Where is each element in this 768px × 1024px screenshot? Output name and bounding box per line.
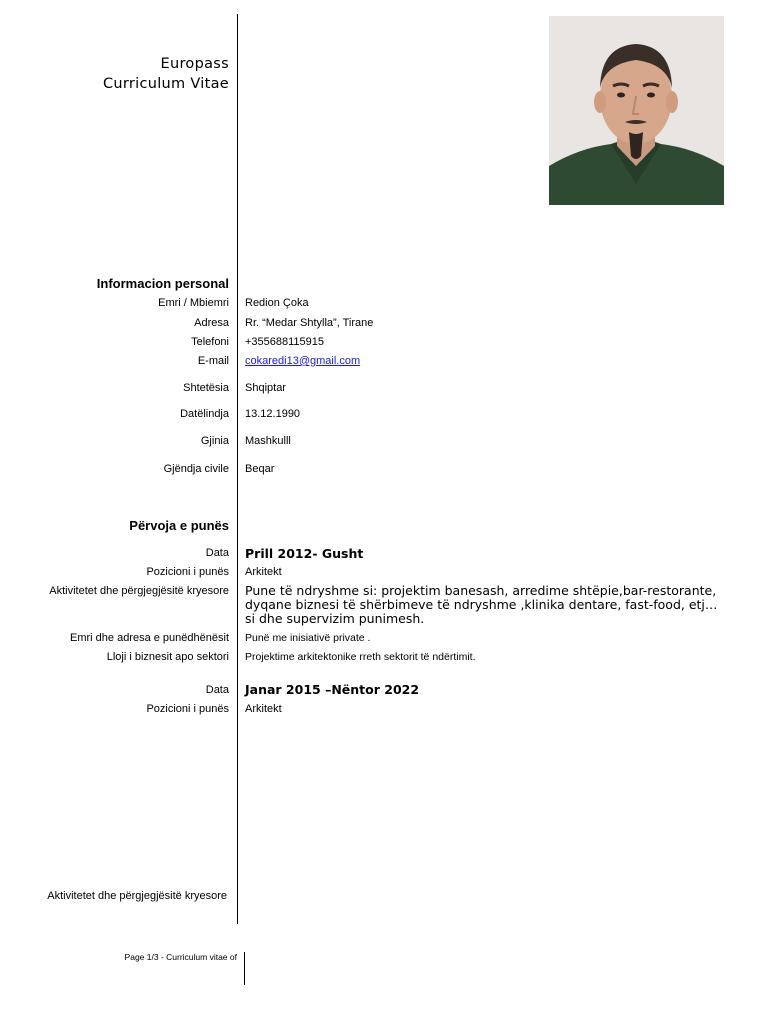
job1-position: Arkitekt <box>245 566 282 578</box>
experience-heading: Përvoja e punës <box>129 518 229 533</box>
job2-date: Janar 2015 –Nëntor 2022 <box>245 682 420 697</box>
gender-value: Mashkulll <box>245 435 291 447</box>
address-label: Adresa <box>194 317 229 329</box>
phone-label: Telefoni <box>191 336 229 348</box>
job1-employer: Punë me inisiativë private . <box>245 632 371 644</box>
job1-employer-label: Emri dhe adresa e punëdhënësit <box>70 632 229 644</box>
footer-divider <box>244 952 245 985</box>
job2-activities-label: Aktivitetet dhe përgjegjësitë kryesore <box>47 890 227 902</box>
gender-label: Gjinia <box>200 435 229 447</box>
column-divider <box>237 14 238 924</box>
job2-date-label: Data <box>205 684 229 696</box>
address-value: Rr. “Medar Shtylla”, Tirane <box>245 317 374 329</box>
page-footer: Page 1/3 - Curriculum vitae of <box>124 952 237 962</box>
job1-activities: Pune të ndryshme si: projektim banesash, arredime shtëpie,bar-restorante, dyqane biznesi të shërbimeve të ndryshme ,klinika dentare, fast-food, etj… si dhe supervizim punimesh. <box>245 583 718 626</box>
email-label: E-mail <box>197 355 229 367</box>
birthdate-value: 13.12.1990 <box>245 408 301 420</box>
job1-date-label: Data <box>205 547 229 559</box>
birthdate-label: Datëlindja <box>180 408 229 420</box>
email-link[interactable]: cokaredi13@gmail.com <box>245 355 361 367</box>
phone-value: +355688115915 <box>245 336 325 348</box>
header-title-line2: Curriculum Vitae <box>102 76 229 92</box>
job1-date: Prill 2012- Gusht <box>245 546 364 561</box>
civil-status-value: Beqar <box>245 463 275 475</box>
job1-activities-label: Aktivitetet dhe përgjegjësitë kryesore <box>49 585 229 597</box>
header-title-line1: Europass <box>160 56 229 72</box>
job2-position: Arkitekt <box>245 703 282 715</box>
nationality-value: Shqiptar <box>245 382 286 394</box>
job1-position-label: Pozicioni i punës <box>146 566 229 578</box>
job1-sector-label: Lloji i biznesit apo sektori <box>106 651 229 663</box>
job2-position-label: Pozicioni i punës <box>146 703 229 715</box>
personal-info-heading: Informacion personal <box>96 276 229 291</box>
profile-photo <box>549 16 724 205</box>
name-value: Redion Çoka <box>245 297 309 309</box>
name-label: Emri / Mbiemri <box>158 297 229 309</box>
nationality-label: Shtetësia <box>183 382 229 394</box>
civil-status-label: Gjëndja civile <box>163 463 229 475</box>
job1-sector: Projektime arkitektonike rreth sektorit të ndërtimit. <box>245 651 476 663</box>
